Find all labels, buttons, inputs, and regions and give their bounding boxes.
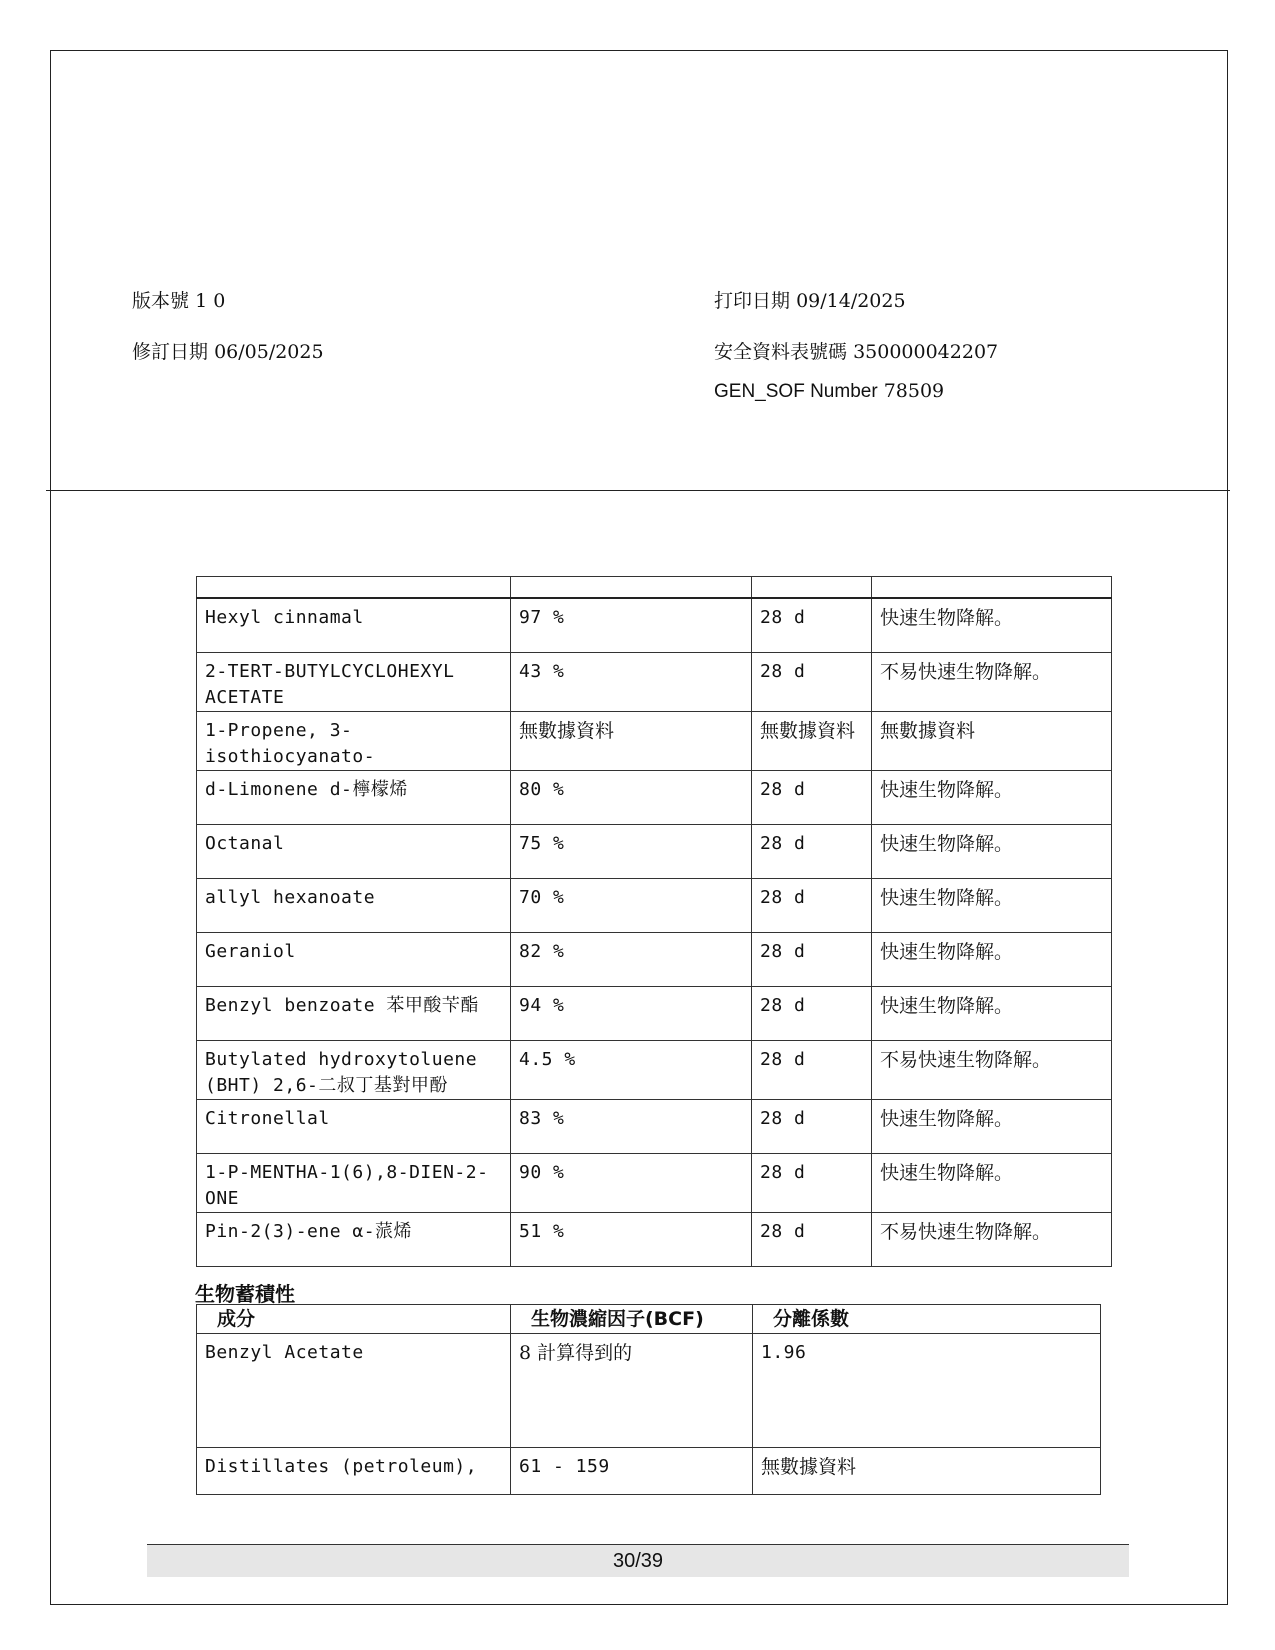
degradation-percent-cell: 83 %	[511, 1100, 752, 1154]
result-cell: 不易快速生物降解。	[872, 1213, 1112, 1267]
table-row	[197, 1041, 1112, 1100]
table-row	[197, 1100, 1112, 1154]
table-row	[197, 879, 1112, 933]
exposure-time-cell: 無數據資料	[752, 712, 872, 771]
partition-cell: 無數據資料	[753, 1448, 1101, 1495]
table-row	[197, 653, 1112, 712]
bcf-cell: 8 計算得到的	[511, 1334, 753, 1448]
page-number: 30/39	[147, 1544, 1129, 1577]
exposure-time-cell: 28 d	[752, 825, 872, 879]
substance-cell: allyl hexanoate	[197, 879, 511, 933]
result-cell: 快速生物降解。	[872, 825, 1112, 879]
table-row	[197, 598, 1112, 653]
substance-cell: Butylated hydroxytoluene (BHT) 2,6-二叔丁基對甲酚	[197, 1041, 511, 1100]
partition-cell: 1.96	[753, 1334, 1101, 1448]
degradation-percent-cell: 4.5 %	[511, 1041, 752, 1100]
exposure-time-cell: 28 d	[752, 653, 872, 712]
header-partition: 分離係數	[753, 1305, 1101, 1334]
degradation-percent-cell: 82 %	[511, 933, 752, 987]
table-row	[197, 1334, 1101, 1448]
exposure-time-cell: 28 d	[752, 879, 872, 933]
exposure-time-cell: 28 d	[752, 598, 872, 653]
header-bcf: 生物濃縮因子(BCF)	[511, 1305, 753, 1334]
substance-cell: d-Limonene d-檸檬烯	[197, 771, 511, 825]
result-cell: 無數據資料	[872, 712, 1112, 771]
result-cell: 快速生物降解。	[872, 987, 1112, 1041]
degradation-percent-cell: 94 %	[511, 987, 752, 1041]
revision-date: 修訂日期 06/05/2025	[132, 341, 324, 363]
table-row	[197, 1448, 1101, 1495]
exposure-time-cell: 28 d	[752, 1154, 872, 1213]
substance-cell: 1-P-MENTHA-1(6),8-DIEN-2-ONE	[197, 1154, 511, 1213]
component-cell: Distillates (petroleum),	[197, 1448, 511, 1495]
header-divider	[46, 490, 1230, 491]
table-row	[197, 987, 1112, 1041]
bcf-cell: 61 - 159	[511, 1448, 753, 1495]
table-row	[197, 1213, 1112, 1267]
substance-cell: Benzyl benzoate 苯甲酸苄酯	[197, 987, 511, 1041]
bioaccumulation-table	[196, 1304, 1101, 1495]
bioaccumulation-header-row	[197, 1305, 1101, 1334]
substance-cell: Hexyl cinnamal	[197, 598, 511, 653]
table-header-blank	[197, 577, 1112, 599]
result-cell: 快速生物降解。	[872, 1100, 1112, 1154]
degradation-percent-cell: 97 %	[511, 598, 752, 653]
result-cell: 快速生物降解。	[872, 879, 1112, 933]
print-date: 打印日期 09/14/2025	[714, 290, 906, 312]
degradation-percent-cell: 70 %	[511, 879, 752, 933]
table-row	[197, 771, 1112, 825]
degradation-percent-cell: 51 %	[511, 1213, 752, 1267]
substance-cell: Citronellal	[197, 1100, 511, 1154]
result-cell: 不易快速生物降解。	[872, 1041, 1112, 1100]
exposure-time-cell: 28 d	[752, 1041, 872, 1100]
result-cell: 快速生物降解。	[872, 771, 1112, 825]
result-cell: 不易快速生物降解。	[872, 653, 1112, 712]
table-row	[197, 1154, 1112, 1213]
result-cell: 快速生物降解。	[872, 933, 1112, 987]
degradation-percent-cell: 75 %	[511, 825, 752, 879]
substance-cell: Octanal	[197, 825, 511, 879]
substance-cell: Geraniol	[197, 933, 511, 987]
component-cell: Benzyl Acetate	[197, 1334, 511, 1448]
degradation-percent-cell: 43 %	[511, 653, 752, 712]
degradation-percent-cell: 90 %	[511, 1154, 752, 1213]
bioaccumulation-title: 生物蓄積性	[195, 1282, 295, 1306]
gen-sof-number: GEN_SOF Number 78509	[714, 380, 945, 402]
table-row	[197, 712, 1112, 771]
exposure-time-cell: 28 d	[752, 1213, 872, 1267]
substance-cell: Pin-2(3)-ene α-蒎烯	[197, 1213, 511, 1267]
result-cell: 快速生物降解。	[872, 598, 1112, 653]
exposure-time-cell: 28 d	[752, 933, 872, 987]
degradation-percent-cell: 無數據資料	[511, 712, 752, 771]
result-cell: 快速生物降解。	[872, 1154, 1112, 1213]
exposure-time-cell: 28 d	[752, 1100, 872, 1154]
exposure-time-cell: 28 d	[752, 771, 872, 825]
biodegradation-table	[196, 576, 1112, 1267]
table-row	[197, 825, 1112, 879]
degradation-percent-cell: 80 %	[511, 771, 752, 825]
substance-cell: 2-TERT-BUTYLCYCLOHEXYL ACETATE	[197, 653, 511, 712]
table-row	[197, 933, 1112, 987]
sds-number: 安全資料表號碼 350000042207	[714, 341, 999, 363]
substance-cell: 1-Propene, 3-isothiocyanato-	[197, 712, 511, 771]
version-number: 版本號 1 0	[132, 290, 226, 312]
header-component: 成分	[197, 1305, 511, 1334]
exposure-time-cell: 28 d	[752, 987, 872, 1041]
